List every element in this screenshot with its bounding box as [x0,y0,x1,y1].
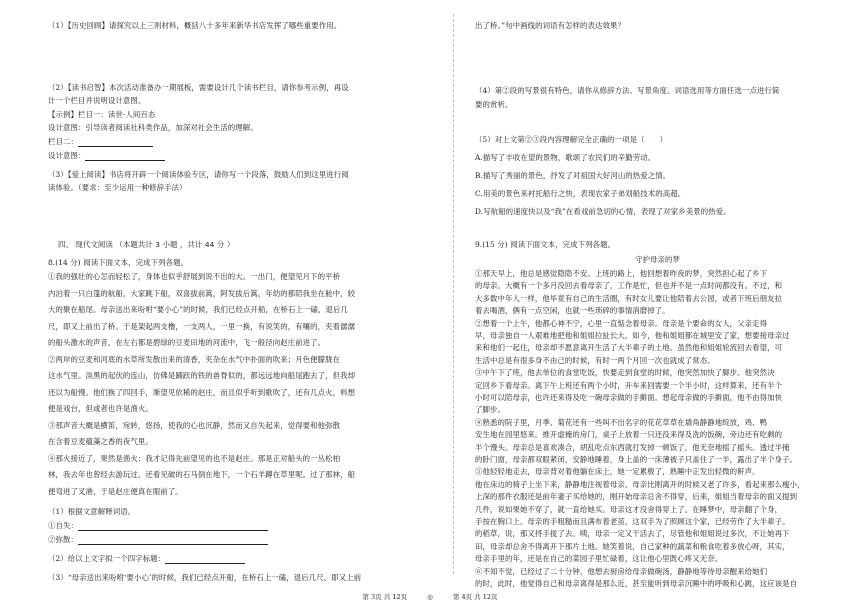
q8-2-line[interactable] [48,554,245,564]
passage-line: 田，母亲却总舍不得离开下那片土地。她笑着说，自己家种的蔬菜和粮食吃着多放心呀，其实， [475,541,790,551]
question-reading-column-line2: 计一个栏目并说明设计意图。 [48,96,146,105]
q8-1a-blank[interactable] [78,522,268,531]
passage-line: 的稻草，说，那又捋手拢了去。咦，母亲一定又干活去了，尽管他和姐姐说过多次，不让她再下 [475,529,790,539]
passage-line: 着去喝酒，俩有一点空闲，也就一些琐碎的事情消磨掉了。 [475,306,670,316]
design-intent-line[interactable] [48,151,165,161]
column-two-line[interactable] [48,137,153,147]
passage-line: ④那火接近了，果然是渔火；我才记得先前望见的也不是赵庄。那是正对船头的一丛松柏 [48,453,341,463]
example-column: 【示例】栏目一：读世·人间百态 [48,110,156,119]
q8-3-continued: 出了桥。”句中画线的词语有怎样的表达效果？ [475,21,625,30]
q8-4-line2: 要的赏析。 [475,100,513,109]
passage-line: ①我的强壮的心怎而轻松了，身体也似乎舒展到说不出的大。一出门，便望见月下的平桥 [48,272,341,281]
passage-line: 定回乡下看母亲。离下午上班还有两个小时，开车来回需要一个半小时，这样算来，还有半个 [475,380,783,390]
column-two-label: 栏目二： [48,137,78,146]
passage-line: 母亲手里的年，还是在自己的菜园子里忙碌着，这让他心里既心疼又无奈。 [475,554,723,564]
q8-intro: 8.(14 分) 阅读下面文本，完成下列各题。 [48,258,189,267]
q8-1a-line[interactable] [48,521,268,531]
q8-1a-label: ①自失： [48,521,78,530]
passage-line: 的时，此时，他觉得自己和母亲离得是那么近，甚至能听到母亲沉睡中的呼吸和心跳，这应该是自 [475,579,798,588]
page-number-left: 第 3页 共 12页 [362,593,408,601]
q8-2-blank[interactable] [165,555,245,564]
passage-9-title: 守护母亲的梦 [635,255,680,264]
passage-line: 林，我去年也曾经去游玩过，还看见破的石马倒在地下，一个石羊蹲在草里呢。过了那林，船 [48,470,356,479]
design-intent-label: 设计意图： [48,151,86,160]
passage-line: 他在床边的椅子上坐下来，静静地注视着母亲。母亲比刚离开的时候又老了许多，看起来那么瘦小， [475,479,805,489]
question-reading-experience-line2: 读体验。（要求：至少运用一种修辞手法） [48,183,187,192]
passage-line: 小时可以陪母亲，也许还来得及吃一碗母亲做的手擀面。想起母亲做的手擀面，他不由得加快 [475,393,783,402]
passage-line: 便弯进了叉港，于是赵庄便真在眼前了。 [48,486,183,496]
passage-line: 还以为船慢。他们换了四回手，渐望见依稀的赵庄，而且似乎听到歌吹了，还有几点火，料想 [48,387,356,397]
question-reading-experience-line1: （3）【爱上阅读】书店将开辟一个阅读体验专区，请你写一个段落，鼓励人们到这里进行阅 [48,170,349,179]
page-number-right: 第 4页 共 12页 [452,593,498,601]
option-a[interactable]: A.描写了丰收在望的景物，歌颂了农民们的辛勤劳动。 [475,153,656,162]
passage-line: ③中午下了班，他去单位的食堂吃饭，快要走到食堂的时候，他突然加快了脚步。他突然决 [475,368,775,378]
passage-line: 了脚步。 [475,405,505,415]
passage-line: 大多数中年人一样，他毕竟有自己的生活圈，有时女儿要让他陪着去公园，或者下班后朋友拉 [475,293,783,303]
passage-line: 内泊着一只白篷的航船，大家跳下船，双喜拔前篙，阿发拔后篙，年幼的都陪我坐在舱中，较 [48,288,356,298]
q8-2-label: （2）给以上文字拟一个四字标题： [48,554,166,563]
q8-1b-label: ②弥散： [48,535,78,544]
passage-line: ①那天早上，他总是感觉隐隐不安。上班的路上，他回想着昨夜的梦，突然担心起了乡下 [475,269,768,278]
passage-line: 的卧门窗，母亲都双眼紧闭，安静地睡着，身上盖的一床薄被子只盖住了一半，露出了半个身子。 [475,455,798,464]
passage-line: 生活中总是有很多身不由己的时候，有时一两个月回一次也就成了常态。 [475,355,715,365]
passage-line: 大的聚在船尾。母亲送出来吩咐“要小心”的时候，我们已经点开船，在桥石上一磕，退后几 [48,305,348,314]
question-8-history: （1）【历史回顾】请探究以上三则材料，概括八十多年来新华书店发挥了哪些重要作用。 [48,21,342,30]
passage-line: 在含着豆麦蕴藻之香的夜气里。 [48,437,153,446]
option-d[interactable]: D.写航船的速度快以及“我”在看戏前急切的心情，表现了对家乡美景的热爱。 [475,207,731,216]
design-intent-blank[interactable] [85,152,165,161]
passage-line: ②想着一个上午，他都心神不宁，心里一直惦念着母亲。母亲是个要命的女人，父亲走得 [475,318,768,328]
option-b[interactable]: B.描写了秀丽的景色，抒发了对祖国大好河山的热爱之情。 [475,171,671,180]
passage-line: 便是戏台，但或者也许是渔火。 [48,404,153,413]
passage-line: 的母亲。大概有一个多月没回去看母亲了，工作是忙，但也并不是一点时间都没有。不过，和 [475,281,783,291]
example-intent: 设计意图：引导读者阅读社科类作品，加深对社会生活的理解。 [48,123,258,132]
column-two-blank[interactable] [78,138,153,147]
passage-line: 上深的那件衣服还是前年妻子买给她的，刚开始母亲总舍不得穿，后来，姐姐当着母亲的面又提到 [475,492,798,502]
q8-1b-line[interactable] [48,535,268,545]
passage-line: 来和他们一起住，母亲却不愿意离开生活了大半辈子的土地。虽然他和姐姐轮流回去看望，可 [475,343,783,353]
section-title: 四、 现代文阅读 （本题共计 3 小题 ，共计 44 分 ） [58,240,235,249]
passage-line: 尺，即又上前出了桥。于是架起两支橹，一支两人，一里一换，有说笑的，有嚷的，夹着潺潺 [48,321,356,331]
passage-line: 的船头激水的声音，在左右都是碧绿的豆麦田地的河流中，飞一般径向赵庄前进了。 [48,338,326,347]
question-reading-column-line1: （2）【读书启智】本次活动准备办一期展板，需要设计几个读书栏目，请你参考示例，再设 [48,83,349,92]
passage-line: 几件，说如果她不穿了，就一直给她买。母亲这才没舍得穿上了。在睡梦中，母亲翻了个身， [475,504,783,514]
q8-3-line1: （3）“母亲送出来吩咐‘要小心’的时候，我们已经点开船，在桥石上一磕，退后几尺，即又上前 [48,573,362,582]
option-c[interactable]: C.用美的景色来衬托船行之快，表现农家子弟划船技术的高超。 [475,189,686,198]
page-footer [0,592,860,601]
passage-line: ③那声音大概是横笛，宛转，悠扬，使我的心也沉静，然而又自失起来，觉得要和他弥散 [48,420,341,430]
passage-line: ⑥不知不觉，已经过了二十分钟，他想去厨房给母亲做碗汤，静静地等待母亲醒来给她们 [475,566,768,576]
passage-line: ⑤他轻轻地走去，母亲背对着他躺在床上，她一定累极了，熟睡中正发出轻微的鼾声。 [475,467,760,477]
passage-line: ②两岸的豆麦和河底的水草所发散出来的清香，夹杂在水气中扑面的吹来；月色便朦胧在 [48,354,341,364]
column-divider [453,14,454,574]
passage-line: ④熟悉的院子里，月季、菊花还有一些叫不出名字的花花草草在墙角静静地绽放，鸡、鸭 [475,417,768,427]
passage-line: 手按在胸口上。母亲的手粗糙而且满布着老茧，这双手为了照顾这个家，已经劳作了大半辈子。 [475,517,790,526]
passage-line: 早，母亲独自一人艰难地把他和姐姐拉扯长大。如今，他和姐姐都在城里安了家，想要接母亲过 [475,331,790,340]
passage-line: 安生地在园里悠来。推开虚掩的房门，桌子上放着一只还没来得及洗的饭碗，旁边还有吃剩的 [475,430,783,440]
q8-4-line1: （4）第②段的写景很有特色，请你从修辞方法、写景角度、词语选用等方面任选一点进行简 [475,86,780,95]
passage-line: 半个馒头。母亲总是喜欢凑合，胡乱吃点东西就打发掉一顿饭了，他无奈地摇了摇头。透过半掩 [475,442,790,452]
q8-1b-blank[interactable] [78,536,268,545]
q8-1: （1）根据文意解释词语。 [48,507,136,516]
passage-line: 这水气里。淡黑的起伏的连山，仿佛是踊跃的铁的兽脊似的，都远远地向船尾跑去了，但我却 [48,371,356,380]
q9-intro: 9.(15 分) 阅读下面文本，完成下列各题。 [475,240,616,249]
q8-5: （5）对上文第②③段内容理解完全正确的一项是（ ） [475,135,668,144]
fold-mark-icon: ◎ [427,593,433,601]
